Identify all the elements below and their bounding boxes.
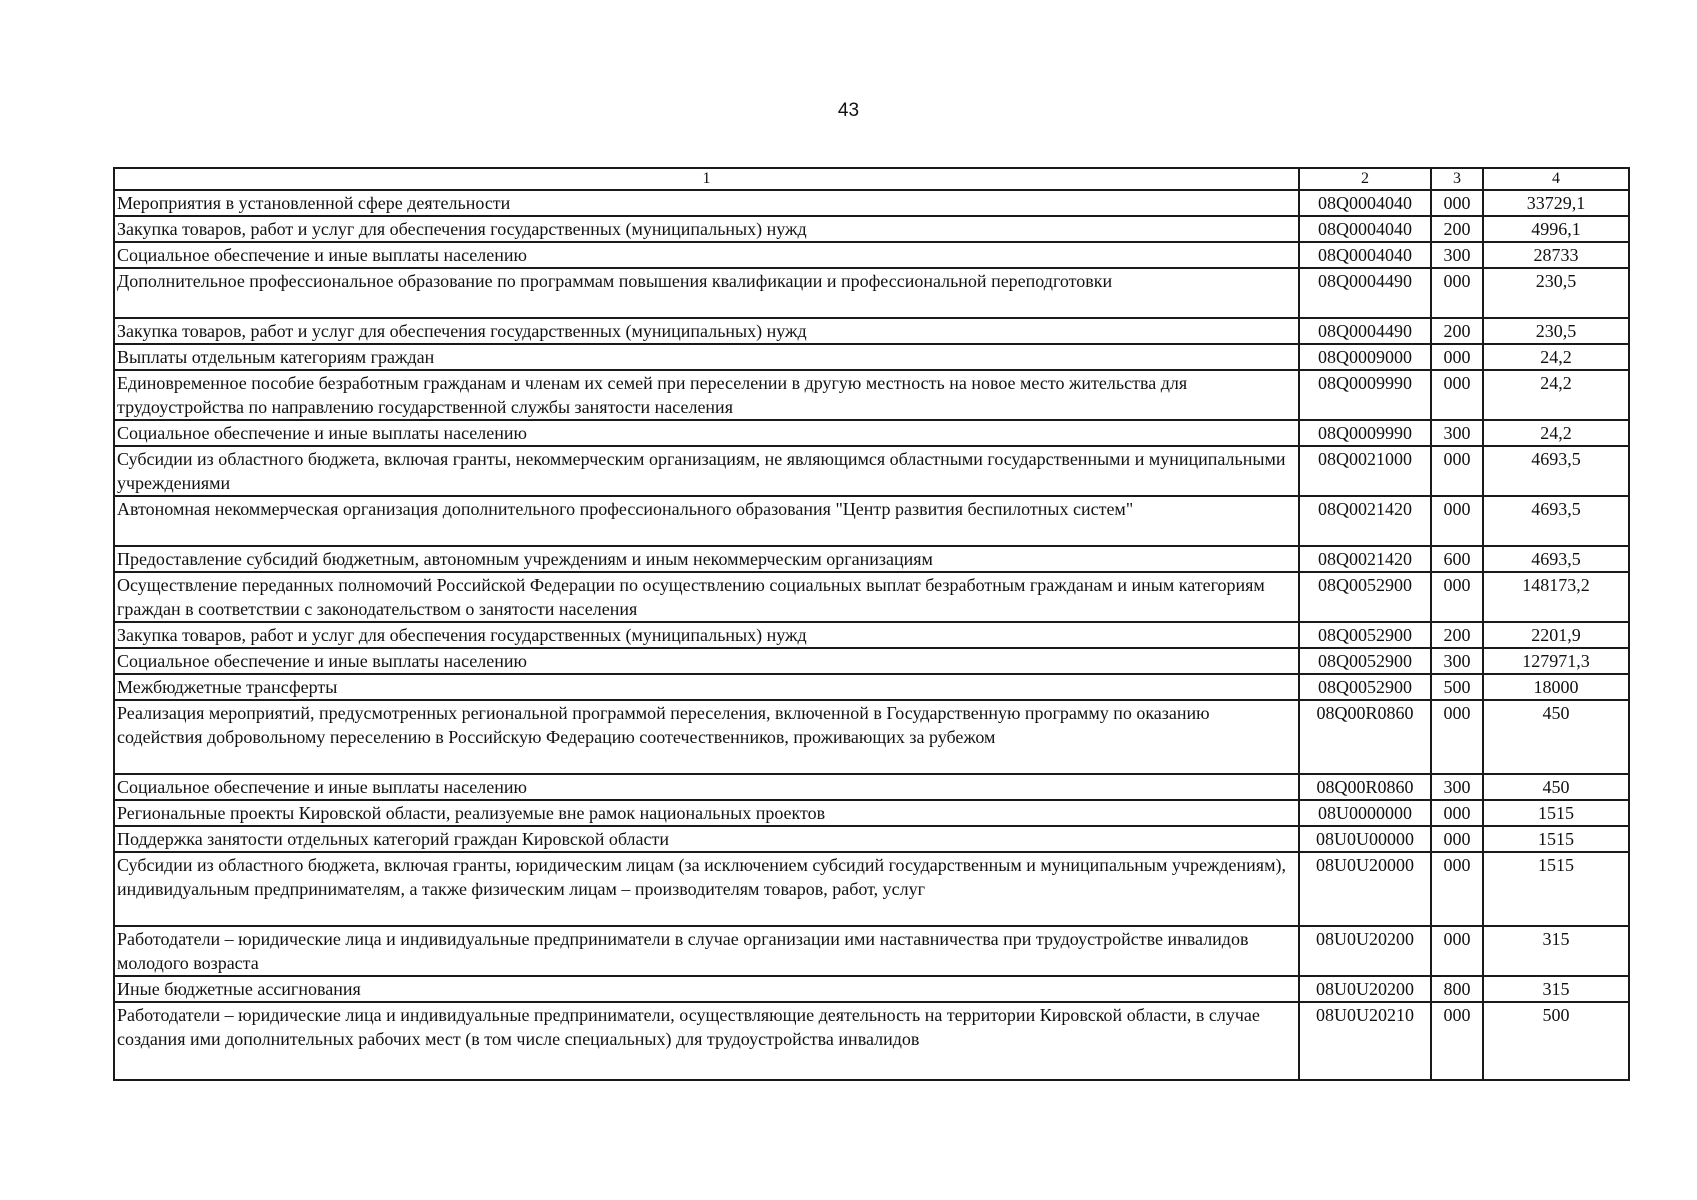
row-code: 08U0U20200 [1299,926,1431,976]
row-name: Социальное обеспечение и иные выплаты населению [114,774,1299,800]
col-header-4: 4 [1483,168,1629,190]
row-expense-type: 000 [1431,700,1483,774]
row-code: 08Q0004040 [1299,216,1431,242]
row-name: Работодатели – юридические лица и индивидуальные предприниматели в случае организации ими наставничества при трудоустройстве инвалидов молодого возраста [114,926,1299,976]
table-row [114,496,1629,546]
row-expense-type: 000 [1431,496,1483,546]
row-name: Дополнительное профессиональное образование по программам повышения квалификации и профессиональной переподготовки [114,268,1299,318]
table-row [114,976,1629,1002]
row-expense-type: 200 [1431,216,1483,242]
row-expense-type: 000 [1431,446,1483,496]
row-amount: 500 [1483,1002,1629,1080]
row-expense-type: 200 [1431,622,1483,648]
table-row [114,700,1629,774]
table-row [114,774,1629,800]
row-code: 08U0000000 [1299,800,1431,826]
row-code: 08Q0004040 [1299,190,1431,216]
table-row [114,648,1629,674]
col-header-2: 2 [1299,168,1431,190]
row-code: 08U0U20000 [1299,852,1431,926]
row-code: 08Q0021000 [1299,446,1431,496]
row-expense-type: 000 [1431,344,1483,370]
table-row [114,852,1629,926]
row-name: Мероприятия в установленной сфере деятельности [114,190,1299,216]
row-expense-type: 000 [1431,826,1483,852]
table-row [114,926,1629,976]
row-name: Реализация мероприятий, предусмотренных региональной программой переселения, включенной в Государственную программу по оказанию содействия добровольному переселению в Российскую Федерацию соотечественников, проживающих за рубежом [114,700,1299,774]
row-amount: 4693,5 [1483,546,1629,572]
table-row [114,546,1629,572]
row-code: 08Q0009990 [1299,370,1431,420]
table-row [114,572,1629,622]
page-number: 43 [837,100,860,121]
row-expense-type: 600 [1431,546,1483,572]
row-code: 08Q0052900 [1299,674,1431,700]
row-amount: 315 [1483,976,1629,1002]
row-amount: 24,2 [1483,344,1629,370]
row-code: 08Q0021420 [1299,496,1431,546]
row-expense-type: 500 [1431,674,1483,700]
row-code: 08U0U20200 [1299,976,1431,1002]
row-amount: 4693,5 [1483,496,1629,546]
row-amount: 24,2 [1483,420,1629,446]
row-name: Закупка товаров, работ и услуг для обеспечения государственных (муниципальных) нужд [114,622,1299,648]
row-name: Выплаты отдельным категориям граждан [114,344,1299,370]
col-header-3: 3 [1431,168,1483,190]
row-expense-type: 000 [1431,268,1483,318]
row-expense-type: 000 [1431,1002,1483,1080]
row-code: 08U0U00000 [1299,826,1431,852]
table-row [114,190,1629,216]
row-name: Осуществление переданных полномочий Российской Федерации по осуществлению социальных выплат безработным гражданам и иным категориям граждан в соответствии с законодательством о занятости населения [114,572,1299,622]
row-name: Субсидии из областного бюджета, включая гранты, юридическим лицам (за исключением субсидий государственным и муниципальным учреждениям), индивидуальным предпринимателям, а также физическим лицам – производителям товаров, работ, услуг [114,852,1299,926]
row-amount: 1515 [1483,852,1629,926]
table-row [114,268,1629,318]
row-code: 08Q0052900 [1299,622,1431,648]
table-row [114,420,1629,446]
row-code: 08Q0009000 [1299,344,1431,370]
row-amount: 148173,2 [1483,572,1629,622]
row-name: Социальное обеспечение и иные выплаты населению [114,420,1299,446]
row-name: Региональные проекты Кировской области, реализуемые вне рамок национальных проектов [114,800,1299,826]
row-code: 08Q00R0860 [1299,774,1431,800]
row-amount: 1515 [1483,826,1629,852]
table-row [114,674,1629,700]
row-name: Социальное обеспечение и иные выплаты населению [114,242,1299,268]
row-name: Социальное обеспечение и иные выплаты населению [114,648,1299,674]
row-amount: 230,5 [1483,268,1629,318]
row-name: Единовременное пособие безработным гражданам и членам их семей при переселении в другую местность на новое место жительства для трудоустройства по направлению государственной службы занятости населения [114,370,1299,420]
row-name: Поддержка занятости отдельных категорий граждан Кировской области [114,826,1299,852]
table-row [114,1002,1629,1080]
table-row [114,826,1629,852]
row-expense-type: 000 [1431,572,1483,622]
row-expense-type: 000 [1431,926,1483,976]
row-expense-type: 000 [1431,370,1483,420]
row-expense-type: 000 [1431,800,1483,826]
row-expense-type: 300 [1431,242,1483,268]
row-code: 08Q00R0860 [1299,700,1431,774]
row-name: Субсидии из областного бюджета, включая гранты, некоммерческим организациям, не являющимся областными государственными и муниципальными учреждениями [114,446,1299,496]
row-name: Иные бюджетные ассигнования [114,976,1299,1002]
table-row [114,216,1629,242]
col-header-1: 1 [114,168,1299,190]
row-expense-type: 300 [1431,648,1483,674]
row-expense-type: 200 [1431,318,1483,344]
row-code: 08Q0052900 [1299,572,1431,622]
budget-table [113,167,1630,1081]
table-row [114,318,1629,344]
row-code: 08U0U20210 [1299,1002,1431,1080]
row-amount: 33729,1 [1483,190,1629,216]
row-amount: 230,5 [1483,318,1629,344]
row-name: Закупка товаров, работ и услуг для обеспечения государственных (муниципальных) нужд [114,318,1299,344]
row-expense-type: 300 [1431,420,1483,446]
row-expense-type: 300 [1431,774,1483,800]
row-code: 08Q0004490 [1299,318,1431,344]
row-name: Автономная некоммерческая организация дополнительного профессионального образования "Центр развития беспилотных систем" [114,496,1299,546]
row-amount: 28733 [1483,242,1629,268]
row-code: 08Q0004040 [1299,242,1431,268]
row-amount: 18000 [1483,674,1629,700]
table-row [114,622,1629,648]
row-amount: 450 [1483,774,1629,800]
row-code: 08Q0052900 [1299,648,1431,674]
row-expense-type: 800 [1431,976,1483,1002]
row-amount: 315 [1483,926,1629,976]
row-expense-type: 000 [1431,190,1483,216]
row-amount: 4693,5 [1483,446,1629,496]
row-code: 08Q0004490 [1299,268,1431,318]
table-row [114,344,1629,370]
table-row [114,446,1629,496]
header-row [114,168,1629,190]
table-row [114,370,1629,420]
row-name: Работодатели – юридические лица и индивидуальные предприниматели, осуществляющие деятельность на территории Кировской области, в случае создания ими дополнительных рабочих мест (в том числе специальных) для трудоустройства инвалидов [114,1002,1299,1080]
row-amount: 127971,3 [1483,648,1629,674]
row-amount: 4996,1 [1483,216,1629,242]
table-row [114,242,1629,268]
row-amount: 1515 [1483,800,1629,826]
row-amount: 2201,9 [1483,622,1629,648]
table-row [114,800,1629,826]
row-expense-type: 000 [1431,852,1483,926]
row-name: Закупка товаров, работ и услуг для обеспечения государственных (муниципальных) нужд [114,216,1299,242]
row-amount: 24,2 [1483,370,1629,420]
row-name: Межбюджетные трансферты [114,674,1299,700]
row-code: 08Q0009990 [1299,420,1431,446]
row-amount: 450 [1483,700,1629,774]
row-code: 08Q0021420 [1299,546,1431,572]
row-name: Предоставление субсидий бюджетным, автономным учреждениям и иным некоммерческим организациям [114,546,1299,572]
